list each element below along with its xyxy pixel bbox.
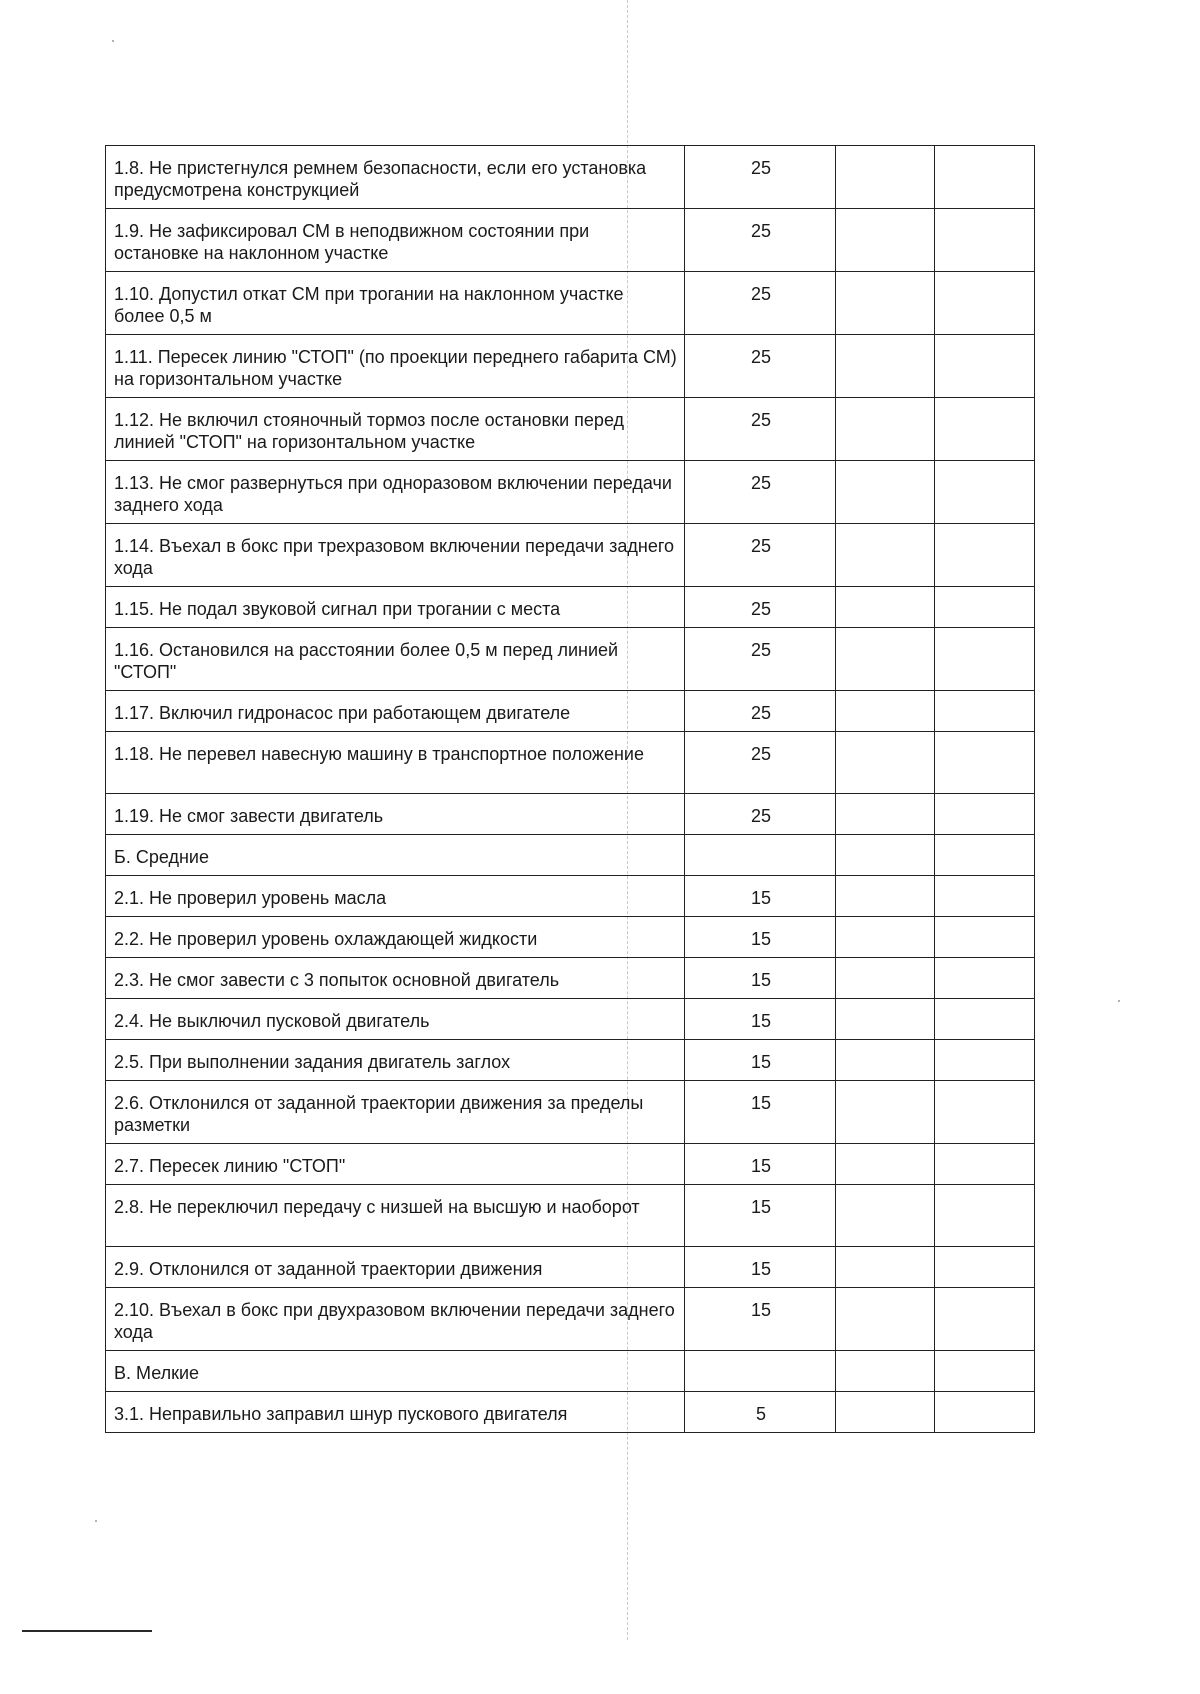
blank-cell (836, 335, 935, 398)
blank-cell (836, 835, 935, 876)
blank-cell (836, 691, 935, 732)
violation-description: 2.8. Не переключил передачу с низшей на высшую и наоборот (106, 1185, 685, 1247)
table-row (106, 917, 1035, 958)
table-row (106, 691, 1035, 732)
blank-cell (935, 999, 1035, 1040)
blank-cell (935, 794, 1035, 835)
section-heading: В. Мелкие (106, 1351, 685, 1392)
violation-description: 2.10. Въехал в бокс при двухразовом включении передачи заднего хода (106, 1288, 685, 1351)
penalty-points: 5 (685, 1392, 836, 1433)
penalty-points: 25 (685, 587, 836, 628)
scan-speck (95, 1520, 97, 1522)
blank-cell (935, 732, 1035, 794)
penalty-points: 25 (685, 398, 836, 461)
penalty-points: 15 (685, 958, 836, 999)
table-row (106, 794, 1035, 835)
penalty-points: 25 (685, 335, 836, 398)
penalty-points: 25 (685, 524, 836, 587)
blank-cell (836, 587, 935, 628)
blank-cell (836, 999, 935, 1040)
violation-description: 2.9. Отклонился от заданной траектории движения (106, 1247, 685, 1288)
penalty-points: 25 (685, 272, 836, 335)
blank-cell (836, 146, 935, 209)
violation-description: 1.13. Не смог развернуться при одноразовом включении передачи заднего хода (106, 461, 685, 524)
violation-description: 2.5. При выполнении задания двигатель заглох (106, 1040, 685, 1081)
blank-cell (935, 917, 1035, 958)
penalty-points: 15 (685, 876, 836, 917)
violation-description: 1.16. Остановился на расстоянии более 0,5 м перед линией "СТОП" (106, 628, 685, 691)
blank-cell (935, 461, 1035, 524)
table-row (106, 999, 1035, 1040)
penalty-points: 15 (685, 1185, 836, 1247)
table-row (106, 272, 1035, 335)
violation-description: 2.7. Пересек линию "СТОП" (106, 1144, 685, 1185)
blank-cell (935, 146, 1035, 209)
penalty-table (105, 145, 1035, 1433)
blank-cell (935, 876, 1035, 917)
table-row (106, 1081, 1035, 1144)
penalty-points: 15 (685, 999, 836, 1040)
table-row (106, 1185, 1035, 1247)
table-row (106, 1392, 1035, 1433)
blank-cell (935, 1144, 1035, 1185)
table-row (106, 628, 1035, 691)
violation-description: 1.12. Не включил стояночный тормоз после остановки перед линией "СТОП" на горизонтальном участке (106, 398, 685, 461)
violation-description: 1.17. Включил гидронасос при работающем двигателе (106, 691, 685, 732)
table-row (106, 209, 1035, 272)
violation-description: 2.1. Не проверил уровень масла (106, 876, 685, 917)
blank-cell (935, 958, 1035, 999)
violation-description: 1.19. Не смог завести двигатель (106, 794, 685, 835)
blank-cell (836, 958, 935, 999)
table-row (106, 732, 1035, 794)
footnote-separator-line (22, 1630, 152, 1632)
table-row (106, 587, 1035, 628)
blank-cell (836, 1351, 935, 1392)
blank-cell (836, 1288, 935, 1351)
table-row (106, 958, 1035, 999)
violation-description: 1.8. Не пристегнулся ремнем безопасности, если его установка предусмотрена конструкцией (106, 146, 685, 209)
blank-cell (836, 732, 935, 794)
penalty-points: 15 (685, 1144, 836, 1185)
blank-cell (836, 1185, 935, 1247)
penalty-points: 25 (685, 732, 836, 794)
scan-speck (1118, 1000, 1120, 1002)
table-row (106, 524, 1035, 587)
table-row (106, 876, 1035, 917)
violation-description: 2.3. Не смог завести с 3 попыток основной двигатель (106, 958, 685, 999)
blank-cell (935, 398, 1035, 461)
penalty-points (685, 835, 836, 876)
violation-description: 1.10. Допустил откат СМ при трогании на наклонном участке более 0,5 м (106, 272, 685, 335)
blank-cell (836, 917, 935, 958)
violation-description: 2.2. Не проверил уровень охлаждающей жидкости (106, 917, 685, 958)
penalty-points (685, 1351, 836, 1392)
penalty-points: 25 (685, 691, 836, 732)
table-row (106, 461, 1035, 524)
blank-cell (935, 524, 1035, 587)
table-row (106, 1247, 1035, 1288)
blank-cell (836, 461, 935, 524)
blank-cell (935, 1288, 1035, 1351)
blank-cell (836, 1392, 935, 1433)
violation-description: 1.9. Не зафиксировал СМ в неподвижном состоянии при остановке на наклонном участке (106, 209, 685, 272)
blank-cell (836, 628, 935, 691)
section-header-row (106, 1351, 1035, 1392)
blank-cell (935, 1351, 1035, 1392)
scan-speck (112, 40, 114, 42)
blank-cell (836, 272, 935, 335)
blank-cell (935, 835, 1035, 876)
blank-cell (836, 1247, 935, 1288)
penalty-points: 15 (685, 1288, 836, 1351)
penalty-points: 15 (685, 1040, 836, 1081)
penalty-points: 25 (685, 628, 836, 691)
blank-cell (935, 335, 1035, 398)
table-row (106, 1288, 1035, 1351)
penalty-points: 25 (685, 209, 836, 272)
blank-cell (836, 209, 935, 272)
penalty-points: 15 (685, 917, 836, 958)
blank-cell (935, 1247, 1035, 1288)
violation-description: 3.1. Неправильно заправил шнур пускового двигателя (106, 1392, 685, 1433)
penalty-points: 25 (685, 794, 836, 835)
blank-cell (836, 1040, 935, 1081)
blank-cell (836, 398, 935, 461)
section-heading: Б. Средние (106, 835, 685, 876)
table-row (106, 1144, 1035, 1185)
blank-cell (836, 876, 935, 917)
blank-cell (935, 272, 1035, 335)
penalty-points: 15 (685, 1247, 836, 1288)
blank-cell (836, 1144, 935, 1185)
penalty-points: 25 (685, 146, 836, 209)
table-row (106, 1040, 1035, 1081)
penalty-points: 15 (685, 1081, 836, 1144)
violation-description: 1.14. Въехал в бокс при трехразовом включении передачи заднего хода (106, 524, 685, 587)
blank-cell (935, 209, 1035, 272)
blank-cell (935, 1081, 1035, 1144)
blank-cell (935, 691, 1035, 732)
blank-cell (935, 1040, 1035, 1081)
blank-cell (935, 628, 1035, 691)
table-row (106, 335, 1035, 398)
violation-description: 1.18. Не перевел навесную машину в транспортное положение (106, 732, 685, 794)
table-row (106, 398, 1035, 461)
blank-cell (935, 1185, 1035, 1247)
table-row (106, 146, 1035, 209)
blank-cell (935, 1392, 1035, 1433)
blank-cell (836, 1081, 935, 1144)
violation-description: 2.6. Отклонился от заданной траектории движения за пределы разметки (106, 1081, 685, 1144)
violation-description: 2.4. Не выключил пусковой двигатель (106, 999, 685, 1040)
violation-description: 1.15. Не подал звуковой сигнал при трогании с места (106, 587, 685, 628)
section-header-row (106, 835, 1035, 876)
blank-cell (836, 794, 935, 835)
blank-cell (836, 524, 935, 587)
blank-cell (935, 587, 1035, 628)
penalty-points: 25 (685, 461, 836, 524)
violation-description: 1.11. Пересек линию "СТОП" (по проекции переднего габарита СМ) на горизонтальном участке (106, 335, 685, 398)
